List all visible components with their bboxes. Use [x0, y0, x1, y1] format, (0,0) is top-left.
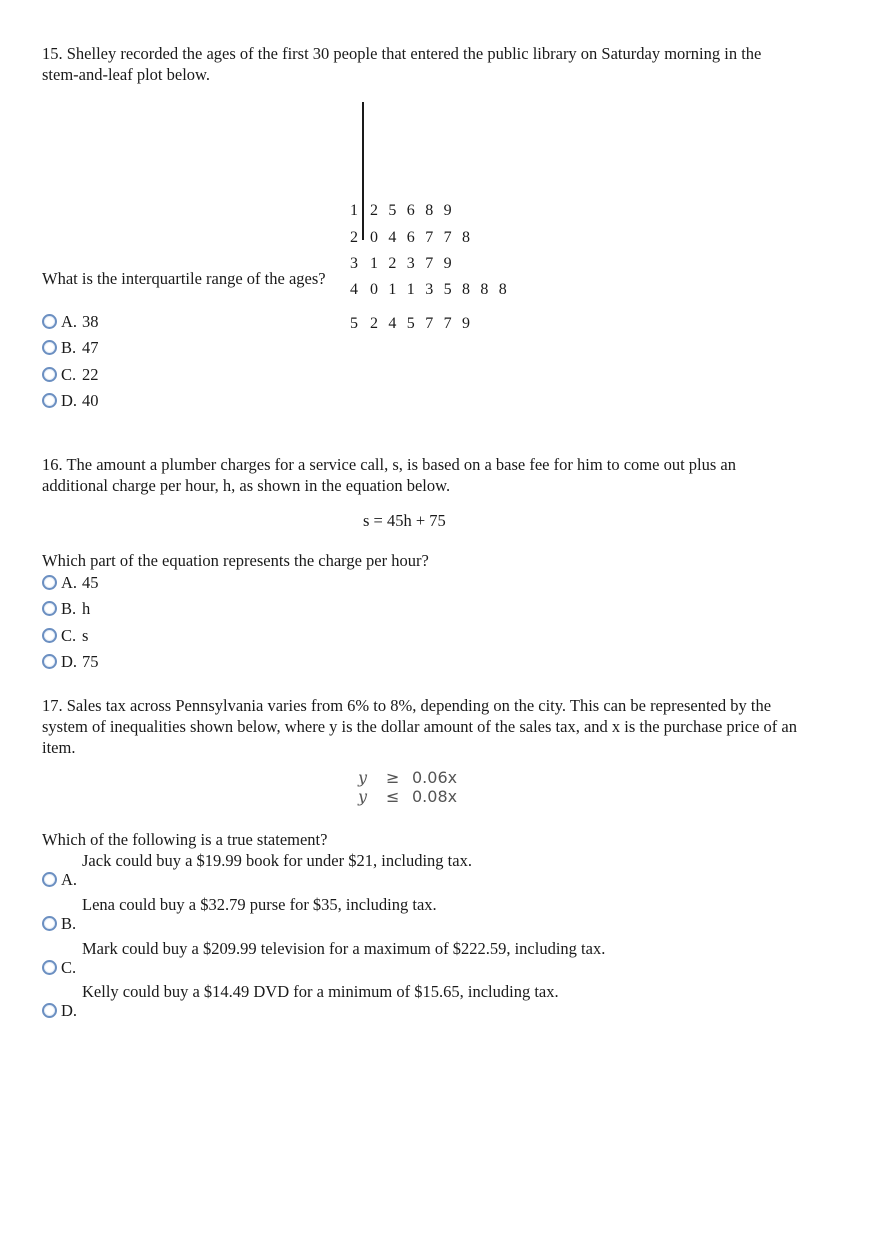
- radio-button[interactable]: [42, 654, 57, 669]
- radio-button[interactable]: [42, 916, 57, 931]
- option-letter: A.: [61, 573, 78, 592]
- option-letter: C.: [61, 958, 77, 977]
- option-value: Mark could buy a $209.99 television for a maximum of $222.59, including tax.: [82, 939, 606, 958]
- stem-4: 4: [350, 281, 358, 298]
- radio-button[interactable]: [42, 393, 57, 408]
- leaf-row-4: 0 1 1 3 5 8 8 8: [370, 281, 510, 298]
- leaf-row-2: 0 4 6 7 7 8: [370, 229, 474, 246]
- q15-option-a[interactable]: [42, 311, 99, 332]
- leaf-row-5: 2 4 5 7 7 9: [370, 315, 474, 332]
- radio-button[interactable]: [42, 601, 57, 616]
- option-value: 45: [82, 573, 99, 592]
- option-letter: A.: [61, 312, 78, 331]
- radio-button[interactable]: [42, 1003, 57, 1018]
- option-letter: D.: [61, 391, 78, 410]
- stem-2: 2: [350, 229, 358, 246]
- option-letter: B.: [61, 338, 77, 357]
- option-value: 47: [82, 338, 99, 357]
- inequality-rhs: 0.06x: [412, 768, 458, 787]
- q15-option-d[interactable]: [42, 390, 99, 411]
- stem-3: 3: [350, 255, 358, 272]
- radio-button[interactable]: [42, 872, 57, 887]
- option-value: s: [82, 626, 89, 645]
- q15-text: 15. Shelley recorded the ages of the first 30 people that entered the public library on Saturday morning in the stem-and-leaf plot below.: [42, 44, 762, 84]
- inequality-var: y: [358, 787, 368, 806]
- inequality-system: [358, 768, 488, 810]
- option-letter: D.: [61, 1001, 78, 1020]
- inequality-symbol: ≤: [386, 787, 400, 806]
- option-value: 75: [82, 652, 99, 671]
- leaf-row-3: 1 2 3 7 9: [370, 255, 455, 272]
- leaf-row-1: 2 5 6 8 9: [370, 202, 455, 219]
- q16-question: Which part of the equation represents the charge per hour?: [42, 551, 429, 570]
- option-letter: B.: [61, 914, 77, 933]
- option-letter: A.: [61, 870, 78, 889]
- q15-option-c[interactable]: [42, 364, 99, 385]
- q15-question: What is the interquartile range of the ages?: [42, 269, 326, 288]
- option-value: 22: [82, 365, 99, 384]
- inequality-symbol: ≥: [386, 768, 400, 787]
- stem-leaf-divider: [362, 102, 364, 240]
- option-value: Lena could buy a $32.79 purse for $35, including tax.: [82, 895, 437, 914]
- q15-option-b[interactable]: [42, 337, 99, 358]
- stem-1: 1: [350, 202, 358, 219]
- q16-option-d[interactable]: [42, 651, 99, 672]
- inequality-rhs: 0.08x: [412, 787, 458, 806]
- radio-button[interactable]: [42, 575, 57, 590]
- option-value: h: [82, 599, 91, 618]
- option-letter: C.: [61, 365, 77, 384]
- stem-5: 5: [350, 315, 358, 332]
- stem-and-leaf-plot: [300, 100, 540, 332]
- radio-button[interactable]: [42, 628, 57, 643]
- radio-button[interactable]: [42, 367, 57, 382]
- q16-option-c[interactable]: [42, 625, 88, 646]
- option-value: 40: [82, 391, 99, 410]
- option-value: Kelly could buy a $14.49 DVD for a minimum of $15.65, including tax.: [82, 982, 559, 1001]
- q16-equation: s = 45h + 75: [363, 511, 446, 530]
- option-letter: B.: [61, 599, 77, 618]
- inequality-var: y: [358, 768, 368, 787]
- option-letter: C.: [61, 626, 77, 645]
- radio-button[interactable]: [42, 340, 57, 355]
- q16-text: 16. The amount a plumber charges for a service call, s, is based on a base fee for him to come out plus an additional charge per hour, h, as shown in the equation below.: [42, 455, 737, 495]
- q17-text: 17. Sales tax across Pennsylvania varies from 6% to 8%, depending on the city. This can be represented by the system of inequalities shown below, where y is the dollar amount of the sales tax, and x is the purchase price of an item.: [42, 696, 797, 757]
- option-letter: D.: [61, 652, 78, 671]
- radio-button[interactable]: [42, 960, 57, 975]
- q16-option-a[interactable]: [42, 572, 99, 593]
- option-value: 38: [82, 312, 99, 331]
- option-value: Jack could buy a $19.99 book for under $21, including tax.: [82, 851, 472, 870]
- q17-question: Which of the following is a true statement?: [42, 830, 328, 849]
- q16-option-b[interactable]: [42, 598, 90, 619]
- radio-button[interactable]: [42, 314, 57, 329]
